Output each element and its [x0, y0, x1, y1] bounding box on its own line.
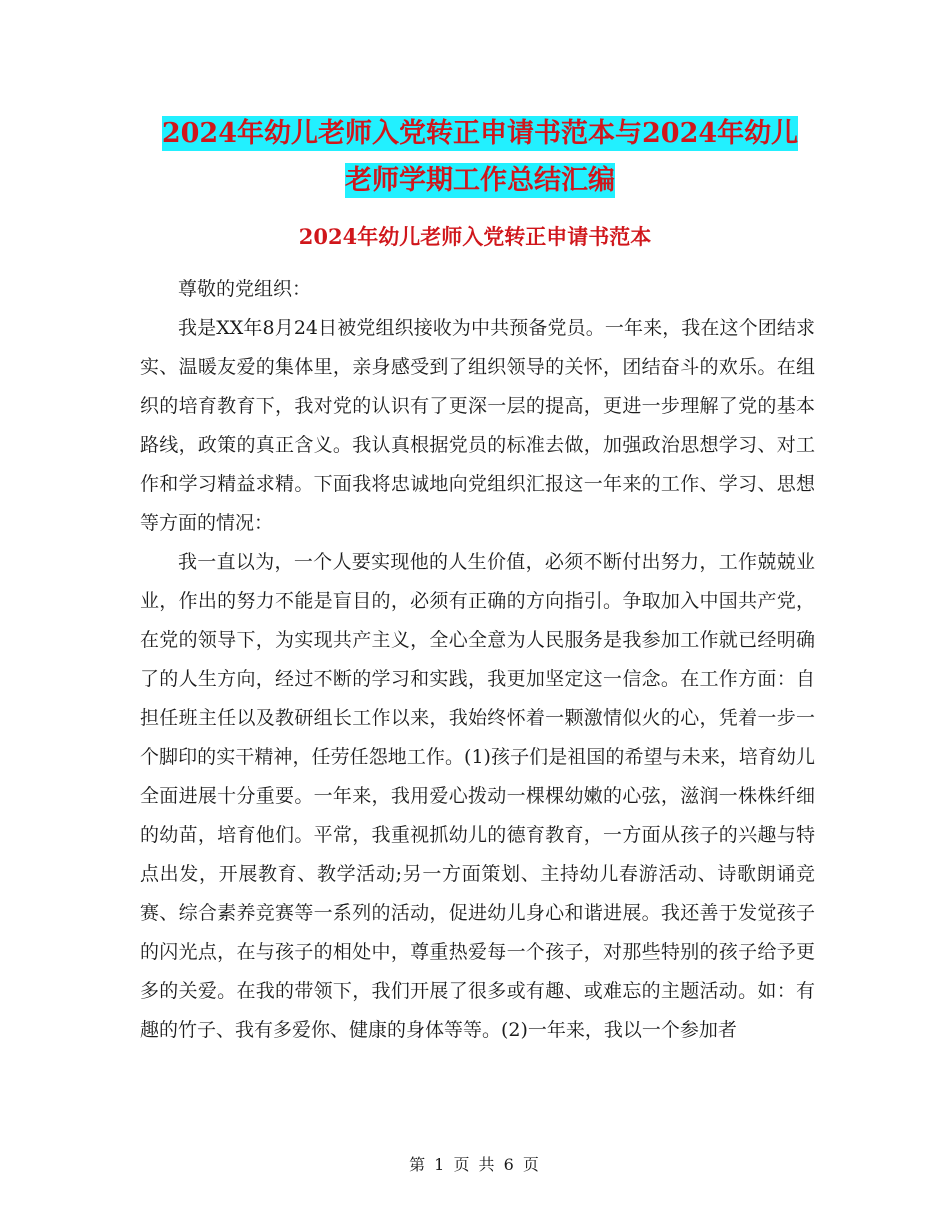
section-title: 2024年幼儿老师入党转正申请书范本 [298, 224, 652, 249]
paragraph-2: 我一直以为，一个人要实现他的人生价值，必须不断付出努力，工作兢兢业业，作出的努力不能是盲目的，必须有正确的方向指引。争取加入中国共产党，在党的领导下，为实现共产主义，全心全意为人民服务是我参加工作就已经明确了的人生方向，经过不断的学习和实践，我更加坚定这一信念。在工作方面：自担任班主任以及教研组长工作以来，我始终怀着一颗激情似火的心，凭着一步一个脚印的实干精神，任劳任怨地工作。(1)孩子们是祖国的希望与未来，培育幼儿全面进展十分重要。一年来，我用爱心拨动一棵棵幼嫩的心弦，滋润一株株纤细的幼苗，培育他们。平常，我重视抓幼儿的德育教育，一方面从孩子的兴趣与特点出发，开展教育、教学活动;另一方面策划、主持幼儿春游活动、诗歌朗诵竞赛、综合素养竞赛等一系列的活动，促进幼儿身心和谐进展。我还善于发觉孩子的闪光点，在与孩子的相处中，尊重热爱每一个孩子，对那些特别的孩子给予更多的关爱。在我的带领下，我们开展了很多或有趣、或难忘的主题活动。如：有趣的竹子、我有多爱你、健康的身体等等。(2)一年来，我以一个参加者 [140, 551, 815, 1041]
paragraph-1: 我是XX年8月24日被党组织接收为中共预备党员。一年来，我在这个团结求实、温暖友爱的集体里，亲身感受到了组织领导的关怀，团结奋斗的欢乐。在组织的培育教育下，我对党的认识有了更深一层的提高，更进一步理解了党的基本路线，政策的真正含义。我认真根据党员的标准去做，加强政治思想学习、对工作和学习精益求精。下面我将忠诚地向党组织汇报这一年来的工作、学习、思想等方面的情况： [140, 317, 815, 534]
page-footer: 第 1 页 共 6 页 [409, 1155, 541, 1174]
document-title [150, 110, 810, 204]
salutation: 尊敬的党组织： [178, 278, 312, 300]
title-highlight: 2024年幼儿老师入党转正申请书范本与2024年幼儿老师学期工作总结汇编 [161, 118, 799, 196]
document-body [140, 270, 815, 1050]
